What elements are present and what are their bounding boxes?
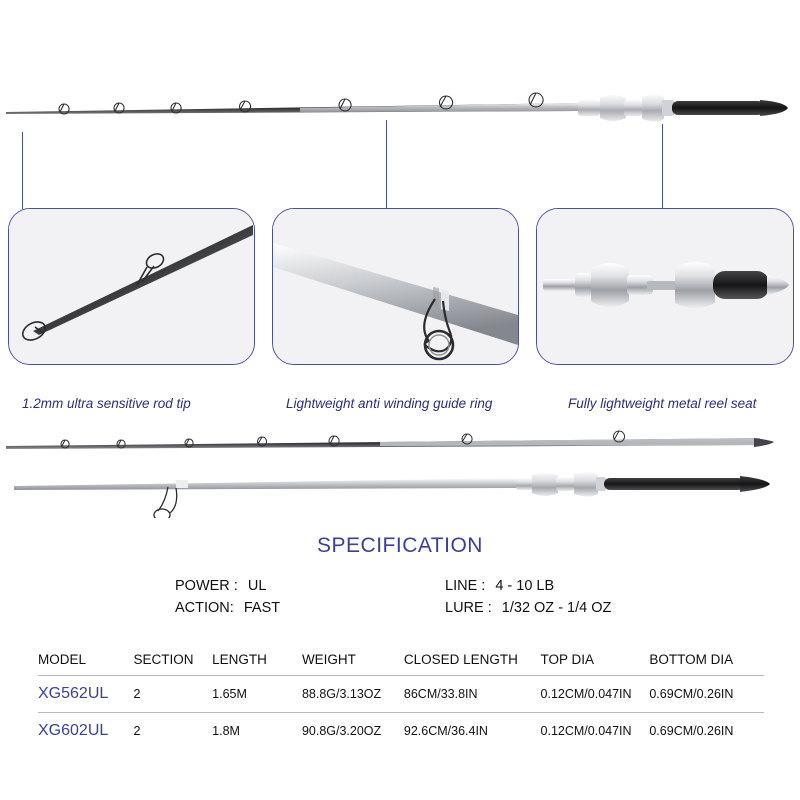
spec-lure (445, 600, 735, 616)
cell-bottom-dia: 0.69CM/0.26IN (649, 676, 764, 713)
spec-action (175, 600, 445, 616)
spec-line (445, 578, 735, 594)
specification-table (38, 648, 764, 749)
cell-length: 1.8M (212, 713, 302, 750)
specification-title: SPECIFICATION (317, 534, 483, 557)
table-header-model: MODEL (38, 648, 134, 676)
spec-lure-value: 1/32 OZ - 1/4 OZ (501, 600, 612, 616)
table-header-closed-length: CLOSED LENGTH (404, 648, 541, 676)
cell-weight: 90.8G/3.20OZ (302, 713, 404, 750)
cell-closed-length: 92.6CM/36.4IN (404, 713, 541, 750)
cell-section: 2 (134, 713, 213, 750)
spec-lure-key: LURE : (445, 600, 492, 616)
connector-line-seat (662, 124, 663, 209)
caption-guide-ring: Lightweight anti winding guide ring (286, 396, 493, 411)
cell-top-dia: 0.12CM/0.047IN (541, 676, 650, 713)
spec-power-key: POWER : (175, 578, 238, 594)
connector-line-tip (22, 132, 23, 209)
cell-section: 2 (134, 676, 213, 713)
spec-row-action-lure (175, 600, 735, 616)
connector-line-guide (386, 120, 387, 209)
caption-reel-seat: Fully lightweight metal reel seat (568, 396, 757, 411)
cell-top-dia: 0.12CM/0.047IN (541, 713, 650, 750)
table-header-row (38, 648, 764, 676)
spec-line-value: 4 - 10 LB (495, 578, 555, 594)
assembled-rod-illustration (0, 78, 800, 138)
callout-reel-seat (536, 208, 794, 365)
cell-model: XG562UL (38, 676, 134, 713)
rod-section-butt-piece (0, 458, 800, 498)
cell-bottom-dia: 0.69CM/0.26IN (649, 713, 764, 750)
spec-power (175, 578, 445, 594)
cell-model: XG602UL (38, 713, 134, 750)
table-row (38, 713, 764, 750)
cell-length: 1.65M (212, 676, 302, 713)
specification-attributes (175, 578, 735, 622)
spec-power-value: UL (247, 578, 267, 594)
table-header-top-dia: TOP DIA (541, 648, 650, 676)
callout-rod-tip (8, 208, 255, 365)
cell-weight: 88.8G/3.13OZ (302, 676, 404, 713)
spec-action-value: FAST (243, 600, 281, 616)
spec-line-key: LINE : (445, 578, 486, 594)
spec-action-key: ACTION: (175, 600, 234, 616)
table-header-bottom-dia: BOTTOM DIA (649, 648, 764, 676)
caption-rod-tip: 1.2mm ultra sensitive rod tip (22, 396, 191, 411)
table-header-length: LENGTH (212, 648, 302, 676)
spec-row-power-line (175, 578, 735, 594)
cell-closed-length: 86CM/33.8IN (404, 676, 541, 713)
table-header-section: SECTION (134, 648, 213, 676)
callout-guide-ring (272, 208, 519, 365)
table-row (38, 676, 764, 713)
table-header-weight: WEIGHT (302, 648, 404, 676)
